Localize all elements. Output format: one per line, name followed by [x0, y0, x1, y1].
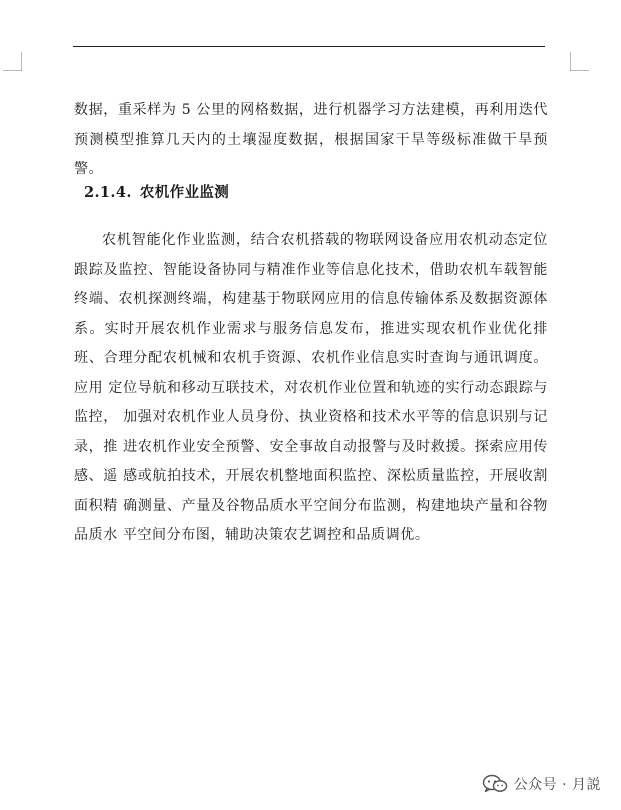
wechat-icon — [482, 774, 508, 794]
watermark-text: 公众号 · 月説 — [513, 777, 601, 793]
section-title: 农机作业监测 — [139, 184, 230, 201]
watermark — [482, 772, 601, 796]
crop-mark-top-left — [3, 52, 22, 71]
section-heading — [84, 181, 229, 205]
header-rule — [73, 46, 545, 47]
paragraph-continued: 数据，重采样为 5 公里的网格数据，进行机器学习方法建模，再利用迭代预测模型推算几天内的土壤湿度数据，根据国家干旱等级标准做干旱预警。 — [74, 102, 548, 177]
section-number: 2.1.4. — [84, 184, 132, 201]
crop-mark-top-right — [570, 52, 589, 71]
paragraph-body: 农机智能化作业监测，结合农机搭载的物联网设备应用农机动态定位 跟踪及监控、智能设备协同与精准作业等信息化技术，借助农机车载智能 终端、农机探测终端，构建基于物联网应用的信息传输体系及数据资源体 系。实时开展农机作业需求与服务信息发布，推进实现农机作业优化排班、合理分配农机械和农机手资源、农机作业信息实时查询与通讯调度。应用 定位导航和移动互联技术，对农机作业位置和轨迹的实行动态跟踪与监控， 加强对农机作业人员身份、执业资格和技术水平等的信息识别与记录，推 进农机作业安全预警、安全事故自动报警与及时救援。探索应用传感、遥 感或航拍技术，开展农机整地面积监控、深松质量监控，开展收割面积精 确测量、产量及谷物品质水平空间分布监测，构建地块产量和谷物品质水 平空间分布图，辅助决策农艺调控和品质调优。 — [74, 232, 548, 543]
